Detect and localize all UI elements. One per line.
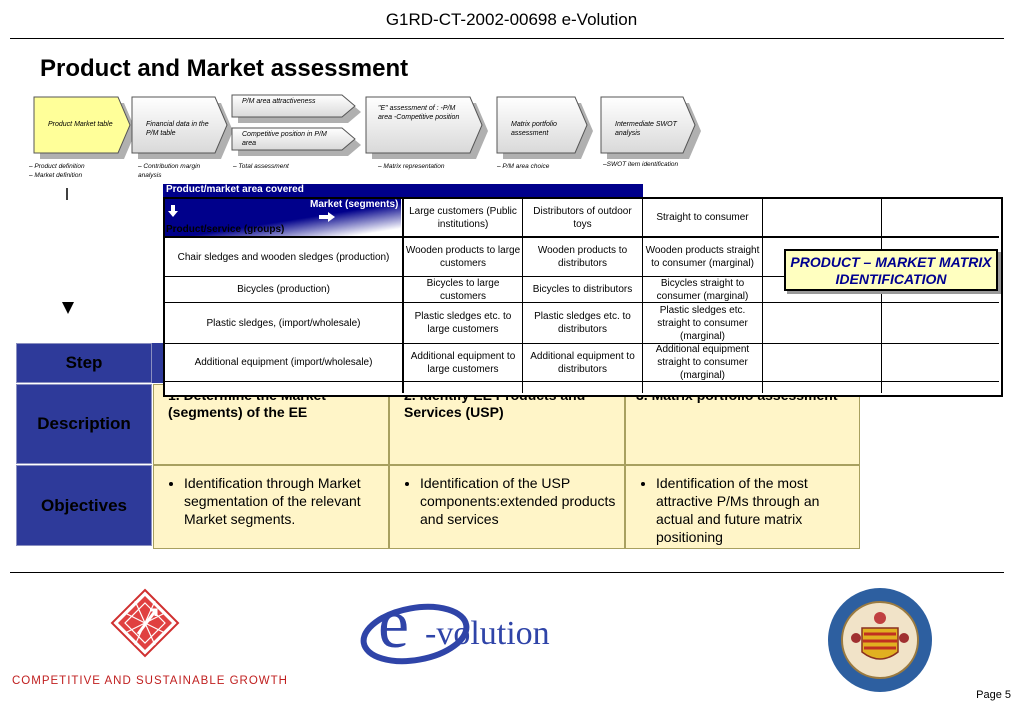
matrix-cell: Plastic sledges etc. to distributors <box>534 311 631 335</box>
flow-note: – P/M area choice <box>497 163 550 170</box>
objective-cell-1 <box>153 465 389 549</box>
matrix-cell: Additional equipment to large customers <box>410 350 516 375</box>
flow-note: –SWOT item identification <box>603 161 679 168</box>
flow-label: "E" assessment of : -P/M area -Competitive position <box>378 105 460 121</box>
flow-label: Competitive position in P/M area <box>242 131 327 147</box>
flow-note: – Matrix representation <box>378 163 445 170</box>
matrix-row-label: Plastic sledges, (import/wholesale) <box>206 317 361 329</box>
objective-cell-2 <box>389 465 625 549</box>
evolution-logo-e: e <box>378 586 410 663</box>
flow-label: Financial data in the P/M table <box>146 121 209 137</box>
page-title: Product and Market assessment <box>40 55 409 82</box>
matrix-column-header: Distributors of outdoor toys <box>533 205 632 230</box>
product-groups-label: Product/service (groups) <box>166 224 285 235</box>
market-segments-label: Market (segments) <box>310 199 399 210</box>
objective-item: • Identification of the USP components:extended products and services <box>420 474 616 528</box>
description-label: Description <box>16 384 152 464</box>
flow-note: – Contribution margin analysis <box>138 163 201 179</box>
matrix-row-label: Additional equipment (import/wholesale) <box>194 357 373 368</box>
matrix-cell: Bicycles to distributors <box>532 284 633 295</box>
down-arrow-icon <box>60 300 76 316</box>
matrix-cell: Bicycles to large customers <box>426 277 500 302</box>
flow-label: Matrix portfolio assessment <box>511 121 557 137</box>
flow-label: Product Market table <box>48 121 113 128</box>
objectives-label: Objectives <box>16 465 152 546</box>
page-number: Page 5 <box>976 689 1011 701</box>
matrix-cell: Wooden products to large customers <box>405 245 521 269</box>
university-seal-icon <box>826 586 934 694</box>
matrix-cell: Plastic sledges etc. straight to consumer (marginal) <box>657 304 748 342</box>
arrow-down-icon <box>166 204 180 218</box>
growth-caption: COMPETITIVE AND SUSTAINABLE GROWTH <box>12 675 288 687</box>
matrix-cell: Additional equipment straight to consumer (marginal) <box>655 344 750 381</box>
description-cell-2: Services (USP) <box>389 384 625 465</box>
objective-item: • Identification of the most attractive P/Ms through an actual and future matrix positioning <box>656 474 851 546</box>
matrix-column-header: Large customers (Public institutions) <box>409 205 517 230</box>
matrix-cell: Wooden products straight to consumer (marginal) <box>645 245 760 269</box>
matrix-row-label: Chair sledges and wooden sledges (production) <box>177 251 390 263</box>
evolution-logo-text: -volution <box>425 615 550 652</box>
flow-note: – Market definition <box>29 172 83 179</box>
matrix-cell: Additional equipment to distributors <box>530 350 635 375</box>
matrix-column-header: Straight to consumer <box>656 212 749 223</box>
matrix-row-label: Bicycles (production) <box>237 284 330 295</box>
matrix-cell: Wooden products to distributors <box>537 245 628 269</box>
matrix-covered-header: Product/market area covered <box>163 184 643 197</box>
matrix-cell: Bicycles straight to consumer (marginal) <box>656 277 749 302</box>
flow-label: Intermediate SWOT analysis <box>615 121 677 137</box>
footer-divider <box>10 572 1004 573</box>
description-cell-1: (segments) of the EE <box>153 384 389 465</box>
objective-cell-3 <box>625 465 860 549</box>
objective-item: • Identification through Market segmentation of the relevant Market segments. <box>184 474 380 528</box>
flow-label: P/M area attractiveness <box>242 98 316 105</box>
step-label: Step <box>16 343 152 383</box>
document-id: G1RD-CT-2002-00698 e-Volution <box>385 10 638 29</box>
matrix-identification-callout: PRODUCT – MARKET MATRIX IDENTIFICATION <box>784 249 998 291</box>
arrow-right-icon <box>318 211 336 223</box>
matrix-cell: Plastic sledges etc. to large customers <box>414 311 512 335</box>
flow-note: – Total assessment <box>233 163 289 170</box>
growth-logo-icon <box>110 588 180 658</box>
flow-note: – Product definition <box>29 163 85 170</box>
